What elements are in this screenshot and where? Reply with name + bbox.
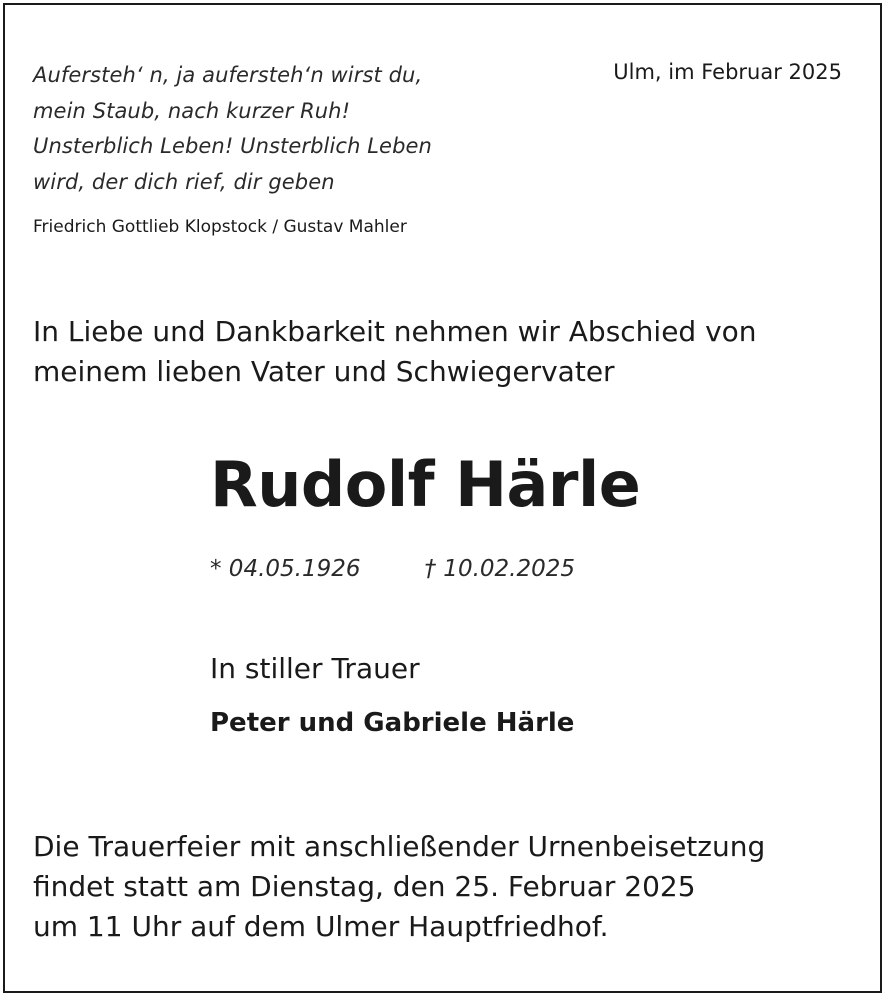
poem-quote xyxy=(33,58,432,200)
intro-line: In Liebe und Dankbarkeit nehmen wir Abschied von xyxy=(33,315,757,348)
ceremony-line: findet statt am Dienstag, den 25. Februar 2025 xyxy=(33,870,696,903)
life-dates xyxy=(210,556,575,582)
poem-line: Aufersteh‘ n, ja aufersteh‘n wirst du, xyxy=(33,63,423,87)
family-names: Peter und Gabriele Härle xyxy=(210,708,575,738)
poem-line: Unsterblich Leben! Unsterblich Leben xyxy=(33,134,432,158)
intro-line: meinem lieben Vater und Schwiegervater xyxy=(33,355,615,388)
ceremony-info xyxy=(33,827,765,947)
poem-line: mein Staub, nach kurzer Ruh! xyxy=(33,98,351,123)
birth-date: * 04.05.1926 xyxy=(210,556,361,582)
mourning-phrase: In stiller Trauer xyxy=(210,652,420,685)
poem-author: Friedrich Gottlieb Klopstock / Gustav Mahler xyxy=(33,217,407,237)
ceremony-line: Die Trauerfeier mit anschließender Urnenbeisetzung xyxy=(33,830,766,863)
poem-line: wird, der dich rief, dir geben xyxy=(33,169,335,194)
intro-text xyxy=(33,312,757,392)
deceased-name: Rudolf Härle xyxy=(210,448,641,521)
death-date: † 10.02.2025 xyxy=(424,556,575,582)
place-date: Ulm, im Februar 2025 xyxy=(613,60,842,84)
ceremony-line: um 11 Uhr auf dem Ulmer Hauptfriedhof. xyxy=(33,910,609,943)
